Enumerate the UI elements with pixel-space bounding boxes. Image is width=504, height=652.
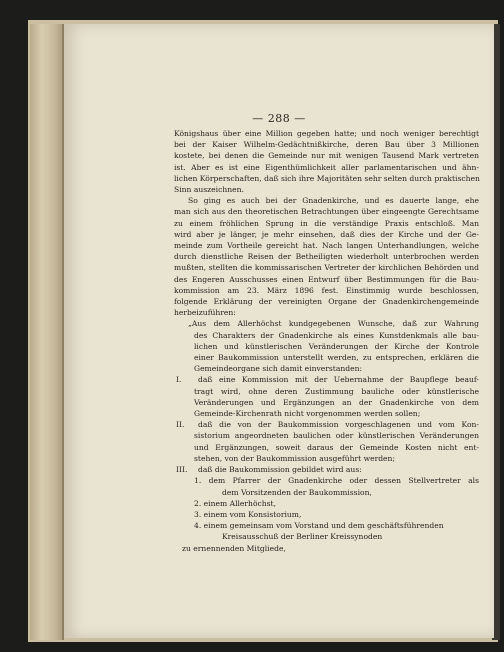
sub-item-text: dem Pfarrer der Gnadenkirche oder dessen Stellvertreter als bbox=[208, 476, 479, 486]
sub-item-text: einem vom Konsistorium, bbox=[203, 509, 302, 519]
text-line: tragt wird, ohne deren Zustimmung bauliche oder künstlerische bbox=[194, 386, 479, 396]
text-line: folgende Erklärung der vereinigten Organe der Gnadenkirchengemeinde bbox=[174, 297, 479, 307]
closing-line: zu ernennenden Mitgliede, bbox=[182, 543, 286, 553]
quote-intro bbox=[174, 318, 479, 374]
text-line: So ging es auch bei der Gnadenkirche, und es dauerte lange, ehe bbox=[188, 196, 479, 206]
sub-item-text: einem Allerhöchst, bbox=[203, 498, 277, 508]
text-line bbox=[174, 520, 479, 531]
text-line: Sinn auszeichnen. bbox=[174, 185, 244, 195]
text-line: durch dienstliche Reisen der Betheiligten wiederholt unterbrochen werden bbox=[174, 252, 479, 262]
text-line: man sich aus den theoretischen Betrachtungen über eingeengte Gerechtsame bbox=[174, 207, 479, 217]
text-line: einer Baukommission unterstellt werden, zu entsprechen, erklären die bbox=[194, 353, 479, 363]
text-line: zu einem fröhlichen Sprung in die verständige Praxis entschloß. Man bbox=[174, 218, 479, 228]
page-stack-edge bbox=[30, 24, 64, 640]
item-label: I. bbox=[176, 375, 182, 385]
text-line: meinde zum Vortheile gereicht hat. Nach langen Unterhandlungen, welche bbox=[174, 241, 479, 251]
sub-items bbox=[174, 475, 479, 542]
paragraph-2 bbox=[174, 195, 479, 318]
text-line: ist. Aber es ist eine Eigenthümlichkeit aller parlamentarischen und ähn- bbox=[174, 162, 479, 172]
text-line bbox=[174, 374, 479, 385]
text-line: kommission am 23. März 1896 fest. Einstimmig wurde beschlossen, bbox=[174, 285, 479, 295]
text-line: Gemeindeorgane sich damit einverstanden: bbox=[194, 364, 363, 374]
text-line: bei der Kaiser Wilhelm-Gedächtnißkirche, deren Bau über 3 Millionen bbox=[174, 140, 479, 150]
sub-item-label: 1. bbox=[194, 476, 202, 486]
page-text bbox=[174, 128, 479, 554]
sub-item-label: 4. bbox=[194, 521, 202, 531]
text-line: Veränderungen und Ergänzungen an der Gnadenkirche von dem bbox=[194, 397, 479, 407]
text-line: mußten, stellten die kommissarischen Vertreter der kirchlichen Behörden und bbox=[174, 263, 479, 273]
text-line bbox=[174, 498, 479, 509]
text-line bbox=[174, 509, 479, 520]
text-line: lichen und künstlerischen Veränderungen der Kirche der Kontrole bbox=[194, 341, 479, 351]
text-line bbox=[174, 419, 479, 430]
item-III bbox=[174, 464, 479, 475]
text-line bbox=[174, 475, 479, 486]
page-number: — 288 — bbox=[252, 112, 306, 125]
text-line: dem Vorsitzenden der Baukommission, bbox=[222, 487, 372, 497]
item-text: daß die von der Baukommission vorgeschlagenen und vom Kon- bbox=[198, 420, 479, 430]
text-line: und Ergänzungen, soweit daraus der Gemeinde Kosten nicht ent- bbox=[194, 442, 479, 452]
paragraph-1 bbox=[174, 128, 479, 195]
item-text: daß eine Kommission mit der Uebernahme der Baupflege beauf- bbox=[198, 375, 479, 385]
text-line: lichen Körperschaften, daß sich ihre Majoritäten sehr selten durch praktischen bbox=[174, 173, 480, 183]
sub-item-label: 3. bbox=[194, 509, 202, 519]
text-line: Königshaus über eine Million gegeben hatte; und noch weniger berechtigt bbox=[174, 129, 479, 138]
sub-item-label: 2. bbox=[194, 498, 202, 508]
text-line bbox=[174, 464, 479, 475]
text-line: Gemeinde-Kirchenrath nicht vorgenommen werden sollen; bbox=[194, 409, 421, 419]
sub-item-text: einem gemeinsam vom Vorstand und dem geschäftsführenden bbox=[203, 521, 444, 531]
text-line: sistorium angeordneten baulichen oder künstlerischen Veränderungen bbox=[194, 431, 479, 441]
item-I bbox=[174, 374, 479, 419]
item-II bbox=[174, 419, 479, 464]
text-line: Kreisausschuß der Berliner Kreissynoden bbox=[222, 532, 383, 542]
text-line: des Charakters der Gnadenkirche als eines Kunstdenkmals alle bau- bbox=[194, 330, 479, 340]
text-line: kostete, bei denen die Gemeinde nur mit wenigen Tausend Mark vertreten bbox=[174, 151, 479, 161]
text-line: herbeizuführen: bbox=[174, 308, 236, 318]
text-line: stehen, von der Baukommission ausgeführt werden; bbox=[194, 453, 395, 463]
text-line: wird aber je länger, je mehr einsehen, daß dies der Kirche und der Ge- bbox=[174, 229, 479, 239]
text-line: des Engeren Ausschusses einen Entwurf über Bestimmungen für die Bau- bbox=[174, 274, 479, 284]
item-label: II. bbox=[176, 420, 185, 430]
text-line: „Aus dem Allerhöchst kundgegebenen Wunsche, daß zur Wahrung bbox=[188, 319, 479, 329]
item-text: daß die Baukommission gebildet wird aus: bbox=[198, 465, 362, 475]
item-label: III. bbox=[176, 465, 188, 475]
